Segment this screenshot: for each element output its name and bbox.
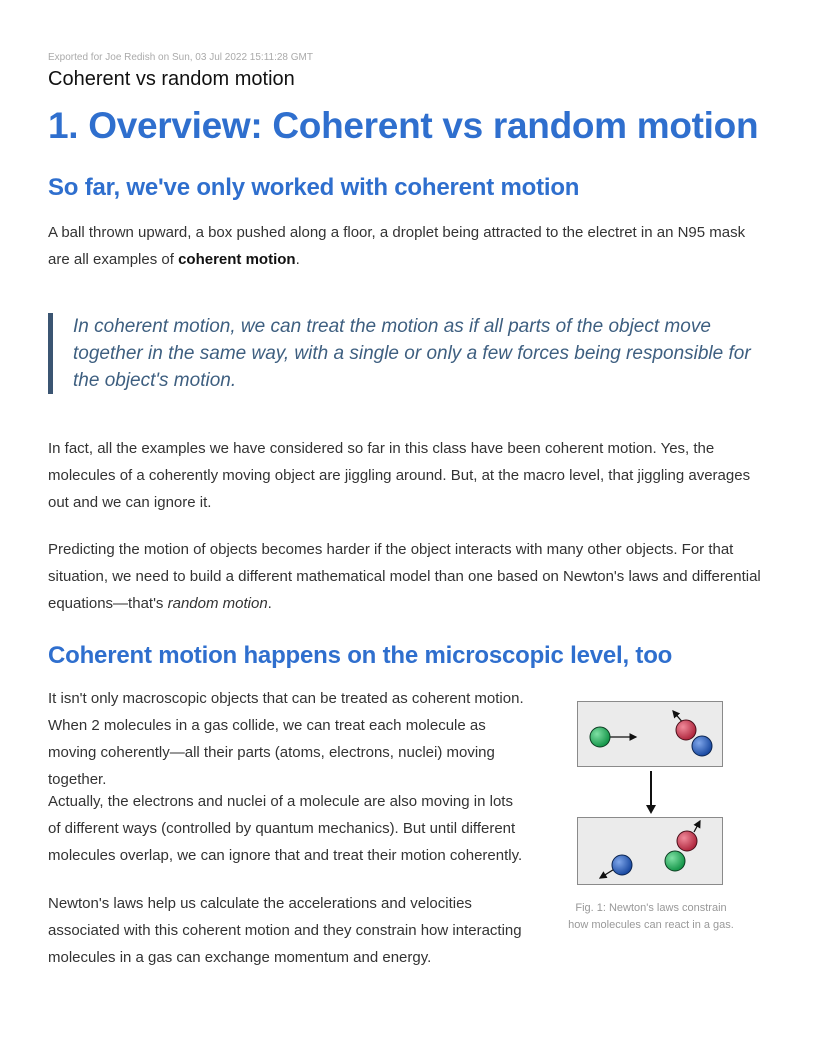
down-arrow-icon [644, 771, 658, 815]
paragraph-examples: In fact, all the examples we have considered so far in this class have been coherent motion. Yes, the molecules of a coherently moving object are jiggling around. But, at the macro level, that jiggling averages out and we can ignore it. [48, 440, 751, 511]
green-molecule [590, 727, 610, 747]
figure-panel-before [577, 701, 723, 767]
blockquote: In coherent motion, we can treat the motion as if all parts of the object move together in the same way, with a single or only a few forces being responsible for the object's motion. [48, 313, 773, 394]
main-heading: 1. Overview: Coherent vs random motion [48, 105, 759, 146]
red-atom [676, 720, 696, 740]
export-note: Exported for Joe Redish on Sun, 03 Jul 2022 15:11:28 GMT [48, 52, 313, 63]
blue-atom [692, 736, 712, 756]
green-atom-after [665, 851, 685, 871]
paragraph-newtons-laws: Newton's laws help us calculate the accelerations and velocities associated with this coherent motion and they constrain how interacting molecules in a gas can exchange momentum and energy. [48, 895, 522, 966]
red-atom-after [677, 831, 697, 851]
figure-caption: Fig. 1: Newton's laws constrain how molecules can react in a gas. [568, 902, 734, 931]
intro-paragraph: A ball thrown upward, a box pushed along a floor, a droplet being attracted to the electret in an N95 mask are all examples of coherent motion. [48, 224, 746, 268]
figure-panel-after [577, 817, 723, 885]
paragraph-random-motion: Predicting the motion of objects becomes harder if the object interacts with many other objects. For that situation, we need to build a different mathematical model than one based on Newton's laws and differential equations—that's random motion. [48, 541, 761, 612]
paragraph-quantum: Actually, the electrons and nuclei of a molecule are also moving in lots of different ways (controlled by quantum mechanics). But until different molecules overlap, we can ignore that and treat their motion coherently. [48, 793, 523, 864]
coherent-motion-term: coherent motion [178, 251, 296, 268]
document-title: Coherent vs random motion [48, 68, 295, 90]
blue-molecule [612, 855, 632, 875]
molecules-after-diagram [578, 818, 722, 884]
random-motion-term: random motion [167, 595, 268, 612]
section-heading-coherent: So far, we've only worked with coherent motion [48, 174, 580, 201]
paragraph-molecules-collide: It isn't only macroscopic objects that can be treated as coherent motion. When 2 molecules in a gas collide, we can treat each molecule as moving coherently—all their parts (atoms, electrons, nuclei) moving together. [48, 690, 524, 788]
molecules-before-diagram [578, 702, 722, 766]
section-heading-microscopic: Coherent motion happens on the microscopic level, too [48, 642, 673, 669]
